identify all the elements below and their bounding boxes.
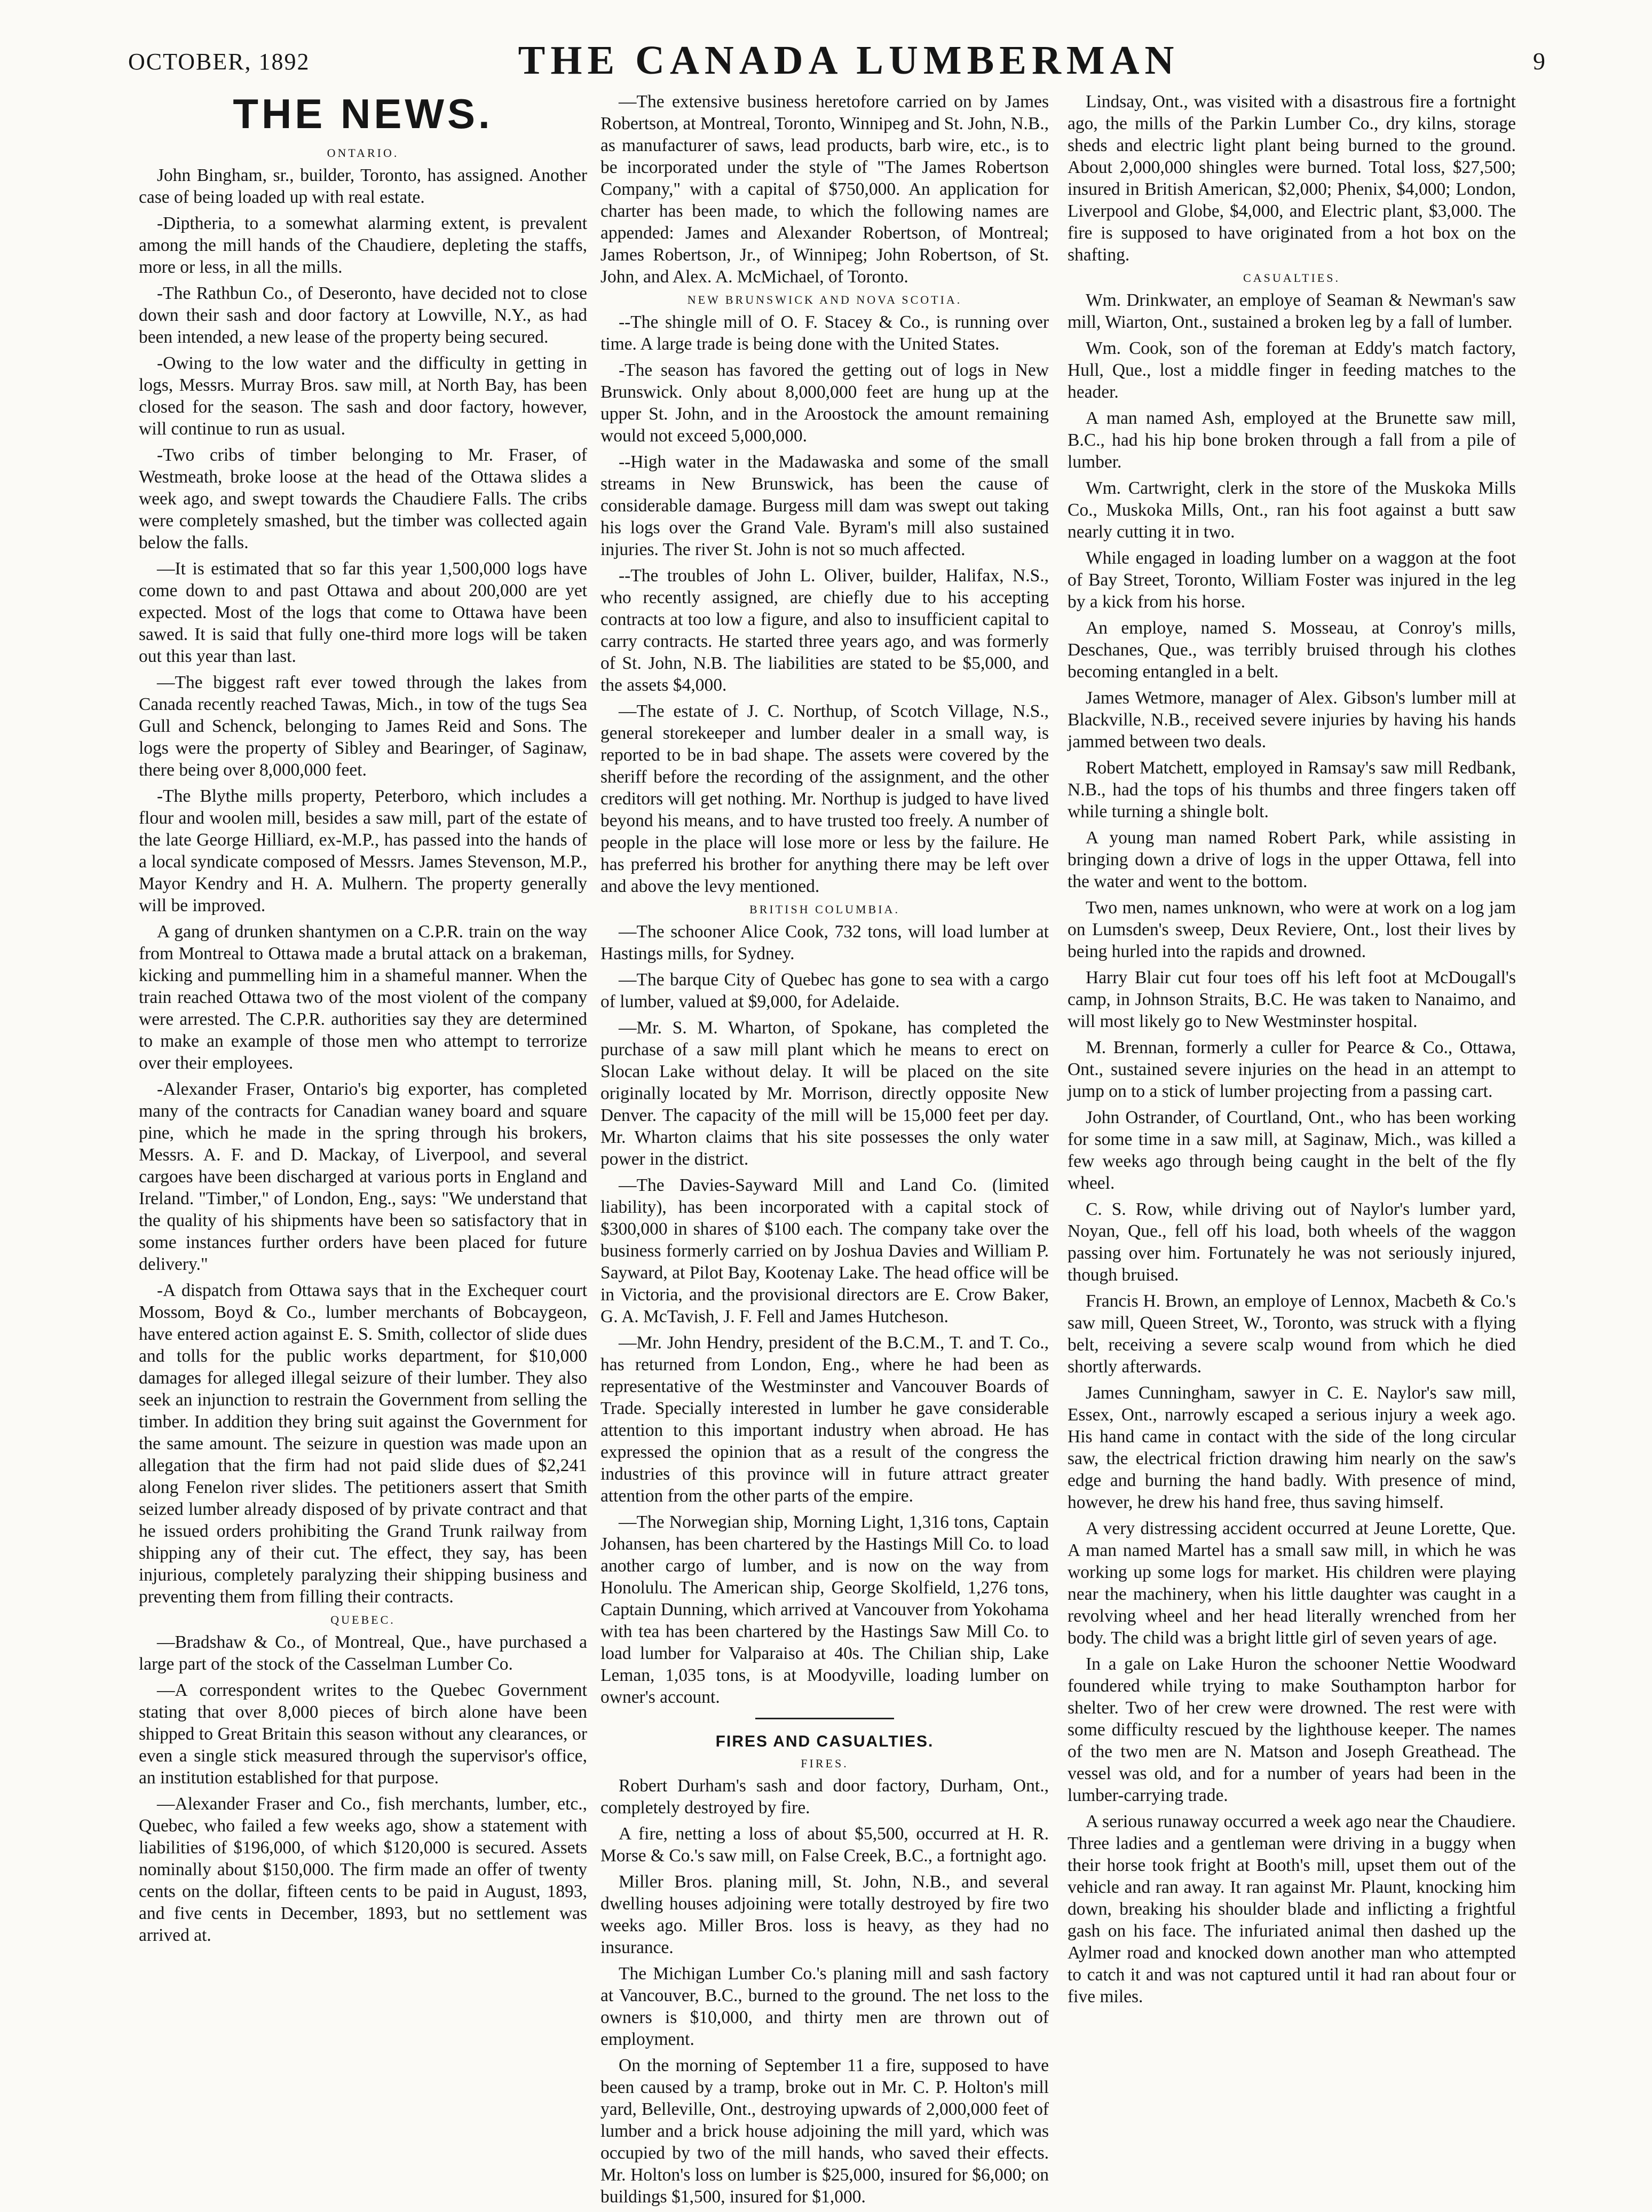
casualties-heading: CASUALTIES. — [1243, 271, 1340, 285]
casualties-section — [1068, 289, 1516, 2008]
article-paragraph: -A dispatch from Ottawa says that in the Exchequer court Mossom, Boyd & Co., lumber merchants of Bobcaygeon, have entered action against E. S. Smith, collector of slide dues and tolls for the public works department, for $10,000 damages for alleged illegal seizure of their lumber. They also seek an injunction to restrain the Government from selling the timber. In addition they bring suit against the Government for the same amount. The seizure in question was made upon an allegation that the firm had not paid slide dues of $2,241 along Fenelon river slides. The petitioners assert that Smith seized lumber already disposed of by private contract and that he issued orders prohibiting the Grand Trunk railway from shipping any of their cut. The effect, they say, has been injurious, completely paralyzing their shipping business and preventing them from filling their contracts. — [139, 1281, 587, 1607]
article-paragraph: While engaged in loading lumber on a waggon at the foot of Bay Street, Toronto, William Foster was injured in the leg by a kick from his horse. — [1068, 548, 1516, 612]
british-columbia-heading: BRITISH COLUMBIA. — [749, 903, 900, 916]
article-paragraph: —The schooner Alice Cook, 732 tons, will load lumber at Hastings mills, for Sydney. — [600, 922, 1049, 963]
article-paragraph: -The season has favored the getting out of logs in New Brunswick. Only about 8,000,000 feet are hung up at the upper St. John, and in the Aroostock the amount remaining would not exceed 5,000,000. — [600, 360, 1049, 446]
article-paragraph: —Mr. S. M. Wharton, of Spokane, has completed the purchase of a saw mill plant which he means to erect on Slocan Lake without delay. It will be placed on the site originally located by Mr. Morrison, directly opposite New Denver. The capacity of the mill will be 15,000 feet per day. Mr. Wharton claims that his site possesses the only water power in the district. — [600, 1018, 1049, 1169]
article-paragraph: Robert Matchett, employed in Ramsay's saw mill Redbank, N.B., had the tops of his thumbs and three fingers taken off while turning a shingle bolt. — [1068, 758, 1516, 821]
quebec-section — [139, 1631, 587, 1946]
article-paragraph: —Alexander Fraser and Co., fish merchants, lumber, etc., Quebec, who failed a few weeks ago, show a statement with liabilities of $196,000, of which $120,000 is secured. Assets nominally about $150,000. The firm made an offer of twenty cents on the dollar, fifteen cents to be paid in August, 1893, and five cents in December, 1893, but no settlement was arrived at. — [139, 1794, 587, 1945]
article-paragraph: -The Blythe mills property, Peterboro, which includes a flour and woolen mill, besides a saw mill, part of the estate of the late George Hilliard, ex-M.P., has passed into the hands of a local syndicate composed of Messrs. James Stevenson, M.P., Mayor Kendry and H. A. Mulhern. The property generally will be improved. — [139, 786, 587, 915]
article-paragraph: Two men, names unknown, who were at work on a log jam on Lumsden's sweep, Deux Reviere, Ont., lost their lives by being hurled into the rapids and drowned. — [1068, 898, 1516, 961]
column-1 — [139, 91, 587, 1950]
new-brunswick-section — [600, 311, 1049, 897]
article-paragraph: A gang of drunken shantymen on a C.P.R. train on the way from Montreal to Ottawa made a brutal attack on a brakeman, kicking and pummelling him in a shameful manner. When the train reached Ottawa two of the most violent of the company were arrested. The C.P.R. authorities say they are determined to make an example of those men who attempt to terrorize over their employees. — [139, 922, 587, 1073]
section-divider — [755, 1718, 894, 1719]
article-paragraph: --The troubles of John L. Oliver, builder, Halifax, N.S., who recently assigned, are chiefly due to his accepting contracts at too low a figure, and also to insufficient capital to carry contracts. He started three years ago, and was formerly of St. John, N.B. The liabilities are stated to be $5,000, and the assets $4,000. — [600, 566, 1049, 695]
fires-section-continued — [1068, 91, 1516, 266]
article-paragraph: —It is estimated that so far this year 1,500,000 logs have come down to and past Ottawa and about 200,000 are yet expected. Most of the logs that come to Ottawa have been sawed. It is said that fully one-third more logs will be taken out this year than last. — [139, 559, 587, 666]
article-paragraph: A fire, netting a loss of about $5,500, occurred at H. R. Morse & Co.'s saw mill, on False Creek, B.C., a fortnight ago. — [600, 1824, 1049, 1866]
column-3 — [1068, 91, 1516, 2012]
ontario-heading: ONTARIO. — [327, 146, 399, 160]
article-paragraph: M. Brennan, formerly a culler for Pearce & Co., Ottawa, Ont., sustained severe injuries on the head in an attempt to jump on to a stick of lumber projecting from a passing cart. — [1068, 1038, 1516, 1101]
article-paragraph: A man named Ash, employed at the Brunette saw mill, B.C., had his hip bone broken through a fall from a pile of lumber. — [1068, 408, 1516, 472]
article-paragraph: In a gale on Lake Huron the schooner Nettie Woodward foundered while trying to make Southampton harbor for shelter. Two of her crew were drowned. The rest were with some difficulty rescued by the lighthouse keeper. The names of the two men are N. Matson and Joseph Greathead. The vessel was old, and for a number of years had been in the lumber-carrying trade. — [1068, 1654, 1516, 1805]
article-paragraph: A young man named Robert Park, while assisting in bringing down a drive of logs in the upper Ottawa, fell into the water and went to the bottom. — [1068, 828, 1516, 891]
article-paragraph: —A correspondent writes to the Quebec Government stating that over 8,000 pieces of birch alone have been shipped to Great Britain this season without any clearances, or even a single stick measured through the supervisor's office, an institution established for that purpose. — [139, 1680, 587, 1788]
article-paragraph: Harry Blair cut four toes off his left foot at McDougall's camp, in Johnson Straits, B.C. He was taken to Nanaimo, and will most likely go to New Westminster hospital. — [1068, 968, 1516, 1031]
column-2 — [600, 91, 1049, 2212]
british-columbia-section — [600, 921, 1049, 1708]
article-paragraph: —The Norwegian ship, Morning Light, 1,316 tons, Captain Johansen, has been chartered by the Hastings Mill Co. to load another cargo of lumber, and is now on the way from Honolulu. The American ship, George Skolfield, 1,276 tons, Captain Dunning, which arrived at Vancouver from Yokohama with tea has been chartered by the Hastings Saw Mill Co. to load lumber for Valparaiso at 40s. The Chilian ship, Lake Leman, 1,035 tons, is at Moodyville, loading lumber on owner's account. — [600, 1512, 1049, 1707]
article-paragraph: —Mr. John Hendry, president of the B.C.M., T. and T. Co., has returned from London, Eng., where he had been as representative of the Westminster and Vancouver Boards of Trade. Specially interested in lumber he gave considerable attention to this important industry when abroad. He has expressed the opinion that as a result of the congress the industries of this province will in future attract greater attention from the other parts of the empire. — [600, 1333, 1049, 1506]
article-paragraph: An employe, named S. Mosseau, at Conroy's mills, Deschanes, Que., was terribly bruised through his clothes becoming entangled in a belt. — [1068, 618, 1516, 682]
news-title: THE NEWS. — [233, 90, 493, 137]
ontario-section — [139, 164, 587, 1608]
quebec-heading: QUEBEC. — [330, 1613, 396, 1626]
article-paragraph: —The Davies-Sayward Mill and Land Co. (limited liability), has been incorporated with a capital stock of $300,000 in shares of $100 each. The company take over the business formerly carried on by Joshua Davies and William P. Sayward, at Pilot Bay, Kootenay Lake. The head office will be in Victoria, and the provisional directors are E. Crow Baker, G. A. McTavish, J. F. Fell and James Hutcheson. — [600, 1175, 1049, 1326]
article-paragraph: -Diptheria, to a somewhat alarming extent, is prevalent among the mill hands of the Chaudiere, depleting the staffs, more or less, in all the mills. — [139, 214, 587, 277]
article-paragraph: The Michigan Lumber Co.'s planing mill and sash factory at Vancouver, B.C., burned to the ground. The net loss to the owners is $10,000, and thirty men are thrown out of employment. — [600, 1964, 1049, 2049]
article-paragraph: James Cunningham, sawyer in C. E. Naylor's saw mill, Essex, Ont., narrowly escaped a serious injury a week ago. His hand came in contact with the side of the long circular saw, the electrical friction drawing him nearly on the saw's edge and burning the hand badly. With presence of mind, however, he drew his hand free, thus saving himself. — [1068, 1383, 1516, 1512]
article-paragraph: John Bingham, sr., builder, Toronto, has assigned. Another case of being loaded up with real estate. — [139, 165, 587, 207]
article-paragraph: —The barque City of Quebec has gone to sea with a cargo of lumber, valued at $9,000, for Adelaide. — [600, 970, 1049, 1012]
article-paragraph: -Alexander Fraser, Ontario's big exporter, has completed many of the contracts for Canadian waney board and square pine, which he made in the spring through his brokers, Messrs. A. F. and D. Mackay, of Liverpool, and several cargoes have been discharged at various ports in England and Ireland. "Timber," of London, Eng., says: "We understand that the quality of his shipments have been so satisfactory that in some instances further orders have been placed for future delivery." — [139, 1079, 587, 1274]
article-paragraph: Wm. Drinkwater, an employe of Seaman & Newman's saw mill, Wiarton, Ont., sustained a broken leg by a fall of lumber. — [1068, 290, 1516, 332]
article-paragraph: Robert Durham's sash and door factory, Durham, Ont., completely destroyed by fire. — [600, 1776, 1049, 1818]
article-paragraph: On the morning of September 11 a fire, supposed to have been caused by a tramp, broke out in Mr. C. P. Holton's mill yard, Belleville, Ont., destroying upwards of 2,000,000 feet of lumber and a brick house adjoining the mill yard, which was occupied by two of the mill hands, who saved their effects. Mr. Holton's loss on lumber is $25,000, insured for $6,000; on buildings $1,500, insured for $1,000. — [600, 2056, 1049, 2207]
page-header — [128, 37, 1545, 83]
new-brunswick-heading: NEW BRUNSWICK AND NOVA SCOTIA. — [687, 293, 962, 306]
article-paragraph: Wm. Cartwright, clerk in the store of the Muskoka Mills Co., Muskoka Mills, Ont., ran his foot against a butt saw nearly cutting it in two. — [1068, 478, 1516, 542]
fires-heading: FIRES. — [801, 1757, 849, 1770]
page-number: 9 — [1533, 48, 1545, 75]
quebec-section-continued — [600, 91, 1049, 288]
issue-date: OCTOBER, 1892 — [128, 49, 310, 75]
article-paragraph: -Two cribs of timber belonging to Mr. Fraser, of Westmeath, broke loose at the head of the Ottawa slides a week ago, and swept towards the Chaudiere Falls. The cribs were completely smashed, but the timber was collected again below the falls. — [139, 445, 587, 552]
article-paragraph: --The shingle mill of O. F. Stacey & Co., is running over time. A large trade is being done with the United States. — [600, 312, 1049, 354]
article-paragraph: —Bradshaw & Co., of Montreal, Que., have purchased a large part of the stock of the Casselman Lumber Co. — [139, 1632, 587, 1674]
article-paragraph: A very distressing accident occurred at Jeune Lorette, Que. A man named Martel has a small saw mill, in which he was working up some logs for market. His children were playing near the machinery, when his little daughter was caught in a revolving wheel and her head literally wrenched from her body. The child was a bright little girl of seven years of age. — [1068, 1519, 1516, 1648]
article-paragraph: --High water in the Madawaska and some of the small streams in New Brunswick, has been the cause of considerable damage. Burgess mill dam was swept out taking his logs over the Grand Vale. Byram's mill also sustained injuries. The river St. John is not so much affected. — [600, 452, 1049, 559]
article-paragraph: -The Rathbun Co., of Deseronto, have decided not to close down their sash and door factory at Lowville, N.Y., as had been intended, a new lease of the property being secured. — [139, 283, 587, 347]
article-paragraph: Wm. Cook, son of the foreman at Eddy's match factory, Hull, Que., lost a middle finger in feeding matches to the header. — [1068, 338, 1516, 402]
article-paragraph: —The biggest raft ever towed through the lakes from Canada recently reached Tawas, Mich., in tow of the tugs Sea Gull and Schenck, belonging to James Reid and Sons. The logs were the property of Sibley and Bearinger, of Saginaw, there being over 8,000,000 feet. — [139, 673, 587, 780]
article-paragraph: John Ostrander, of Courtland, Ont., who has been working for some time in a saw mill, at Saginaw, Mich., was killed a few weeks ago through being caught in the belt of the fly wheel. — [1068, 1108, 1516, 1193]
article-paragraph: —The estate of J. C. Northup, of Scotch Village, N.S., general storekeeper and lumber dealer in a small way, is reported to be in bad shape. The assets were covered by the sheriff before the recording of the assignment, and the other creditors will get nothing. Mr. Northup is judged to have lived beyond his means, and to have trusted too freely. A number of people in the place will lose more or less by the failure. He has preferred his brother for anything there may be left over and above the levy mentioned. — [600, 701, 1049, 896]
article-paragraph: -Owing to the low water and the difficulty in getting in logs, Messrs. Murray Bros. saw mill, at North Bay, has been closed for the season. The sash and door factory, however, will continue to run as usual. — [139, 353, 587, 439]
article-paragraph: James Wetmore, manager of Alex. Gibson's lumber mill at Blackville, N.B., received severe injuries by having his hands jammed between two deals. — [1068, 688, 1516, 752]
article-paragraph: Miller Bros. planing mill, St. John, N.B., and several dwelling houses adjoining were totally destroyed by fire two weeks ago. Miller Bros. loss is heavy, as they had no insurance. — [600, 1872, 1049, 1957]
fires-section — [600, 1775, 1049, 2208]
article-paragraph: C. S. Row, while driving out of Naylor's lumber yard, Noyan, Que., fell off his load, both wheels of the waggon passing over him. Fortunately he was not seriously injured, though bruised. — [1068, 1199, 1516, 1285]
article-paragraph: Francis H. Brown, an employe of Lennox, Macbeth & Co.'s saw mill, Queen Street, W., Toronto, was struck with a flying belt, receiving a severe scalp wound from which he died shortly afterwards. — [1068, 1291, 1516, 1377]
article-paragraph: —The extensive business heretofore carried on by James Robertson, at Montreal, Toronto, Winnipeg and St. John, N.B., as manufacturer of saws, lead products, barb wire, etc., is to be incorporated under the style of "The James Robertson Company," with a capital of $750,000. An application for charter has been made, to which the following names are appended: James and Alexander Robertson, of Montreal; James Robertson, Jr., of Winnipeg; John Robertson, of St. John, and Alex. A. McMichael, of Toronto. — [600, 92, 1049, 287]
masthead: THE CANADA LUMBERMAN — [518, 38, 1180, 83]
fires-title: FIRES AND CASUALTIES. — [715, 1733, 934, 1750]
article-paragraph: A serious runaway occurred a week ago near the Chaudiere. Three ladies and a gentleman were driving in a buggy when their horse took fright at Booth's mill, upset them out of the vehicle and ran away. It ran against Mr. Plaunt, knocking him down, breaking his shoulder blade and inflicting a frightful gash on his face. The infuriated animal then dashed up the Aylmer road and knocked down another man who attempted to catch it and was not captured until it had ran about four or five miles. — [1068, 1812, 1516, 2006]
article-paragraph: Lindsay, Ont., was visited with a disastrous fire a fortnight ago, the mills of the Parkin Lumber Co., dry kilns, storage sheds and electric light plant being burned to the ground. About 2,000,000 shingles were burned. Total loss, $27,500; insured in British American, $2,000; Phenix, $4,000; London, Liverpool and Globe, $4,000, and Electric plant, $3,000. The fire is supposed to have originated from a hot box on the shafting. — [1068, 92, 1516, 265]
